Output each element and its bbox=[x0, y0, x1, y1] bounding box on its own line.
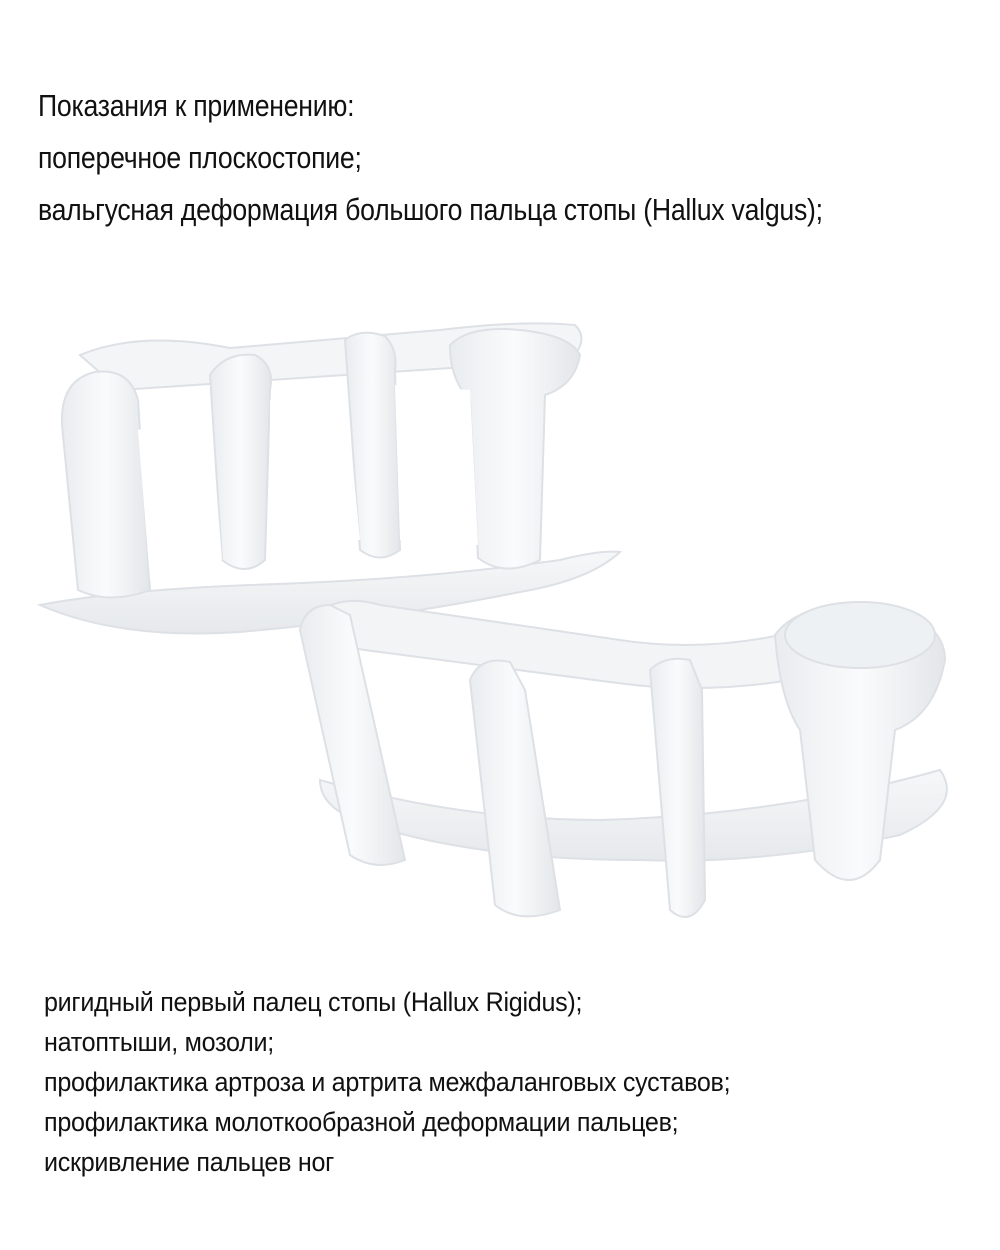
indication-item: ригидный первый палец стопы (Hallux Rigidus); bbox=[44, 987, 583, 1017]
indications-heading: Показания к применению: bbox=[38, 88, 355, 123]
indication-item: вальгусная деформация большого пальца стопы (Hallux valgus); bbox=[38, 192, 823, 227]
indication-item: профилактика молоткообразной деформации пальцев; bbox=[44, 1107, 679, 1137]
indication-item: поперечное плоскостопие; bbox=[38, 140, 362, 175]
toe-separator-product-image bbox=[0, 260, 1000, 960]
toe-separator-lower bbox=[300, 601, 947, 917]
indication-item: натоптыши, мозоли; bbox=[44, 1027, 274, 1057]
indication-item: профилактика артроза и артрита межфаланговых суставов; bbox=[44, 1067, 731, 1097]
toe-separator-upper bbox=[40, 323, 620, 633]
indications-top bbox=[38, 80, 1000, 236]
indications-bottom bbox=[44, 982, 1000, 1182]
indication-item: искривление пальцев ног bbox=[44, 1147, 335, 1177]
